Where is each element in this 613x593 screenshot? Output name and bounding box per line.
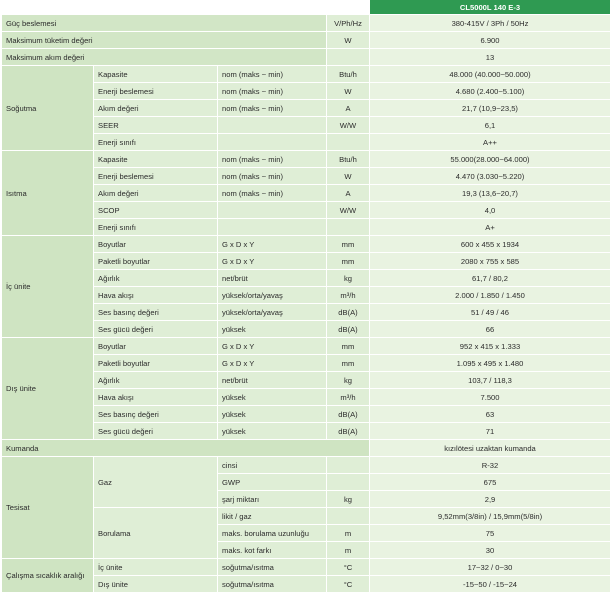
param-cell: Enerji sınıfı: [94, 219, 218, 236]
model-header: CL5000L 140 E-3: [370, 0, 611, 15]
param-cell: Enerji sınıfı: [94, 134, 218, 151]
value-cell: 2.000 / 1.850 / 1.450: [370, 287, 611, 304]
table-row: [2, 253, 611, 270]
condition-cell: yüksek: [218, 406, 327, 423]
value-cell: 600 x 455 x 1934: [370, 236, 611, 253]
unit-cell: [327, 134, 370, 151]
table-row: [2, 406, 611, 423]
value-cell: 675: [370, 474, 611, 491]
param-cell: Kapasite: [94, 151, 218, 168]
param-cell: Ağırlık: [94, 372, 218, 389]
header-row: [2, 0, 611, 15]
subcategory-gas: Gaz: [94, 457, 218, 508]
table-row: [2, 457, 611, 474]
table-row: [2, 219, 611, 236]
value-cell: 21,7 (10,9~23,5): [370, 100, 611, 117]
value-cell: 4,0: [370, 202, 611, 219]
value-cell: 51 / 49 / 46: [370, 304, 611, 321]
value-cell: 66: [370, 321, 611, 338]
param-cell: Ses gücü değeri: [94, 321, 218, 338]
value-cell: 9,52mm(3/8in) / 15,9mm(5/8in): [370, 508, 611, 525]
param-cell: Akım değeri: [94, 100, 218, 117]
table-row: [2, 389, 611, 406]
param-cell: Dış ünite: [94, 576, 218, 593]
value-cell: A+: [370, 219, 611, 236]
condition-cell: cinsi: [218, 457, 327, 474]
table-row: [2, 134, 611, 151]
category-control: Kumanda: [2, 440, 370, 457]
condition-cell: yüksek/orta/yavaş: [218, 304, 327, 321]
condition-cell: nom (maks ~ min): [218, 83, 327, 100]
subcategory-piping: Borulama: [94, 508, 218, 559]
unit-cell: mm: [327, 355, 370, 372]
value-cell: 75: [370, 525, 611, 542]
unit-cell: kg: [327, 372, 370, 389]
value-cell: 6,1: [370, 117, 611, 134]
specification-table: [2, 0, 611, 593]
value-cell: 6.900: [370, 32, 611, 49]
condition-cell: net/brüt: [218, 372, 327, 389]
condition-cell: yüksek: [218, 423, 327, 440]
unit-cell: V/Ph/Hz: [327, 15, 370, 32]
condition-cell: nom (maks ~ min): [218, 185, 327, 202]
unit-cell: mm: [327, 236, 370, 253]
value-cell: 2080 x 755 x 585: [370, 253, 611, 270]
category-installation: Tesisat: [2, 457, 94, 559]
table-row: [2, 321, 611, 338]
table-row: [2, 202, 611, 219]
row-label: Maksimum tüketim değeri: [2, 32, 327, 49]
category-cooling: Soğutma: [2, 66, 94, 151]
value-cell: 48.000 (40.000~50.000): [370, 66, 611, 83]
category-operating-range: Çalışma sıcaklık aralığı: [2, 559, 94, 593]
unit-cell: [327, 457, 370, 474]
value-cell: 380-415V / 3Ph / 50Hz: [370, 15, 611, 32]
unit-cell: [327, 508, 370, 525]
value-cell: 952 x 415 x 1.333: [370, 338, 611, 355]
row-label: Güç beslemesi: [2, 15, 327, 32]
condition-cell: [218, 134, 327, 151]
condition-cell: şarj miktarı: [218, 491, 327, 508]
unit-cell: kg: [327, 491, 370, 508]
param-cell: Enerji beslemesi: [94, 168, 218, 185]
condition-cell: nom (maks ~ min): [218, 66, 327, 83]
table-row: [2, 32, 611, 49]
value-cell: 30: [370, 542, 611, 559]
table-row: [2, 355, 611, 372]
param-cell: Hava akışı: [94, 287, 218, 304]
table-row: [2, 151, 611, 168]
condition-cell: soğutma/ısıtma: [218, 559, 327, 576]
value-cell: 103,7 / 118,3: [370, 372, 611, 389]
unit-cell: W: [327, 168, 370, 185]
condition-cell: net/brüt: [218, 270, 327, 287]
condition-cell: G x D x Y: [218, 236, 327, 253]
unit-cell: [327, 49, 370, 66]
table-row: [2, 372, 611, 389]
unit-cell: mm: [327, 253, 370, 270]
unit-cell: m³/h: [327, 389, 370, 406]
unit-cell: dB(A): [327, 423, 370, 440]
condition-cell: G x D x Y: [218, 253, 327, 270]
value-cell: 4.470 (3.030~5.220): [370, 168, 611, 185]
param-cell: Hava akışı: [94, 389, 218, 406]
value-cell: 61,7 / 80,2: [370, 270, 611, 287]
table-row: [2, 508, 611, 525]
param-cell: Ses basınç değeri: [94, 304, 218, 321]
value-cell: -15~50 / -15~24: [370, 576, 611, 593]
category-indoor: İç ünite: [2, 236, 94, 338]
condition-cell: soğutma/ısıtma: [218, 576, 327, 593]
condition-cell: maks. borulama uzunluğu: [218, 525, 327, 542]
condition-cell: yüksek: [218, 389, 327, 406]
table-row: [2, 15, 611, 32]
table-row: [2, 423, 611, 440]
table-row: [2, 49, 611, 66]
condition-cell: yüksek: [218, 321, 327, 338]
table-row: [2, 100, 611, 117]
condition-cell: [218, 219, 327, 236]
table-row: [2, 270, 611, 287]
header-blank: [2, 0, 370, 15]
unit-cell: dB(A): [327, 304, 370, 321]
value-cell: 13: [370, 49, 611, 66]
unit-cell: m³/h: [327, 287, 370, 304]
condition-cell: [218, 117, 327, 134]
condition-cell: G x D x Y: [218, 355, 327, 372]
row-label: Maksimum akım değeri: [2, 49, 327, 66]
unit-cell: Btu/h: [327, 66, 370, 83]
table-row: [2, 66, 611, 83]
unit-cell: A: [327, 185, 370, 202]
table-row: [2, 117, 611, 134]
value-cell: 63: [370, 406, 611, 423]
unit-cell: W: [327, 32, 370, 49]
table-row: [2, 576, 611, 593]
table-row: [2, 304, 611, 321]
value-cell: A++: [370, 134, 611, 151]
param-cell: İç ünite: [94, 559, 218, 576]
param-cell: Kapasite: [94, 66, 218, 83]
condition-cell: likit / gaz: [218, 508, 327, 525]
value-cell: 1.095 x 495 x 1.480: [370, 355, 611, 372]
condition-cell: yüksek/orta/yavaş: [218, 287, 327, 304]
condition-cell: [218, 202, 327, 219]
unit-cell: m: [327, 525, 370, 542]
unit-cell: m: [327, 542, 370, 559]
unit-cell: W/W: [327, 202, 370, 219]
unit-cell: mm: [327, 338, 370, 355]
table-row: [2, 559, 611, 576]
unit-cell: dB(A): [327, 321, 370, 338]
unit-cell: kg: [327, 270, 370, 287]
value-cell: kızılötesi uzaktan kumanda: [370, 440, 611, 457]
condition-cell: GWP: [218, 474, 327, 491]
condition-cell: nom (maks ~ min): [218, 100, 327, 117]
param-cell: SEER: [94, 117, 218, 134]
unit-cell: W/W: [327, 117, 370, 134]
condition-cell: G x D x Y: [218, 338, 327, 355]
param-cell: Enerji beslemesi: [94, 83, 218, 100]
value-cell: 4.680 (2.400~5.100): [370, 83, 611, 100]
param-cell: SCOP: [94, 202, 218, 219]
unit-cell: dB(A): [327, 406, 370, 423]
category-heating: Isıtma: [2, 151, 94, 236]
condition-cell: nom (maks ~ min): [218, 168, 327, 185]
value-cell: 19,3 (13,6~20,7): [370, 185, 611, 202]
unit-cell: [327, 474, 370, 491]
table-row: [2, 185, 611, 202]
table-row: [2, 168, 611, 185]
table-row: [2, 236, 611, 253]
condition-cell: maks. kot farkı: [218, 542, 327, 559]
table-row: [2, 440, 611, 457]
unit-cell: W: [327, 83, 370, 100]
param-cell: Ses basınç değeri: [94, 406, 218, 423]
category-outdoor: Dış ünite: [2, 338, 94, 440]
unit-cell: °C: [327, 559, 370, 576]
table-row: [2, 83, 611, 100]
condition-cell: nom (maks ~ min): [218, 151, 327, 168]
param-cell: Ses gücü değeri: [94, 423, 218, 440]
table-row: [2, 338, 611, 355]
unit-cell: °C: [327, 576, 370, 593]
param-cell: Ağırlık: [94, 270, 218, 287]
value-cell: 71: [370, 423, 611, 440]
param-cell: Boyutlar: [94, 236, 218, 253]
param-cell: Paketli boyutlar: [94, 253, 218, 270]
unit-cell: Btu/h: [327, 151, 370, 168]
value-cell: R-32: [370, 457, 611, 474]
value-cell: 55.000(28.000~64.000): [370, 151, 611, 168]
param-cell: Akım değeri: [94, 185, 218, 202]
param-cell: Boyutlar: [94, 338, 218, 355]
param-cell: Paketli boyutlar: [94, 355, 218, 372]
value-cell: 7.500: [370, 389, 611, 406]
value-cell: 2,9: [370, 491, 611, 508]
unit-cell: [327, 219, 370, 236]
value-cell: 17~32 / 0~30: [370, 559, 611, 576]
unit-cell: A: [327, 100, 370, 117]
table-row: [2, 287, 611, 304]
